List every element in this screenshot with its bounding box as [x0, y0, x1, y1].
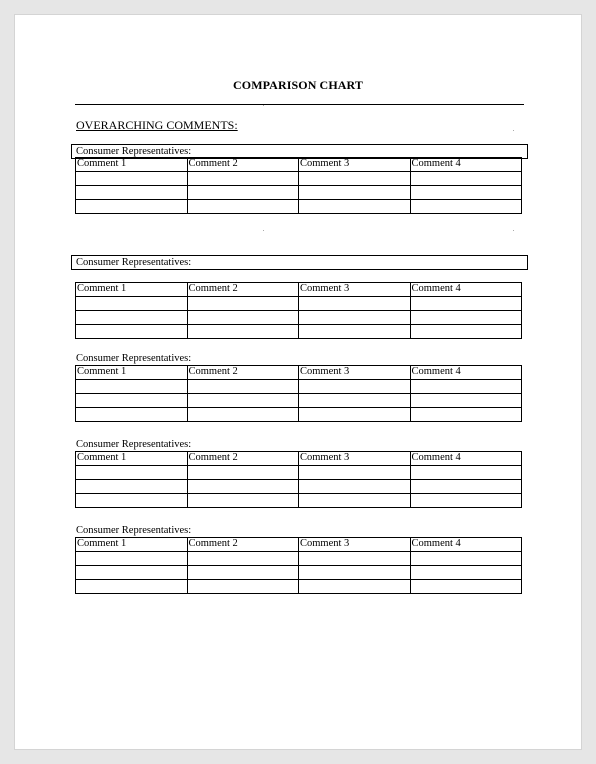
table-row — [76, 380, 522, 394]
section-3-table — [75, 365, 522, 422]
table-header-row — [76, 366, 522, 380]
table-cell[interactable] — [299, 494, 411, 508]
table-cell[interactable] — [76, 580, 188, 594]
column-header: Comment 4 — [410, 366, 522, 380]
table-row — [76, 297, 522, 311]
table-cell[interactable] — [187, 172, 299, 186]
section-2-table — [75, 282, 522, 339]
table-cell[interactable] — [299, 580, 411, 594]
layout-mark — [513, 230, 514, 231]
table-cell[interactable] — [410, 380, 522, 394]
table-row — [76, 480, 522, 494]
column-header: Comment 4 — [410, 452, 522, 466]
table-cell[interactable] — [410, 297, 522, 311]
section-5-table — [75, 537, 522, 594]
table-cell[interactable] — [410, 186, 522, 200]
table-cell[interactable] — [187, 394, 299, 408]
column-header: Comment 1 — [76, 158, 188, 172]
table-cell[interactable] — [410, 580, 522, 594]
column-header: Comment 2 — [187, 538, 299, 552]
table-row — [76, 494, 522, 508]
table-cell[interactable] — [76, 480, 188, 494]
table-cell[interactable] — [187, 297, 299, 311]
table-row — [76, 466, 522, 480]
table-cell[interactable] — [76, 297, 188, 311]
table-cell[interactable] — [299, 480, 411, 494]
document-page — [14, 14, 582, 750]
table-cell[interactable] — [410, 172, 522, 186]
column-header: Comment 4 — [410, 538, 522, 552]
table-cell[interactable] — [76, 566, 188, 580]
section-4-table — [75, 451, 522, 508]
column-header: Comment 4 — [410, 283, 522, 297]
table-cell[interactable] — [76, 172, 188, 186]
table-cell[interactable] — [187, 480, 299, 494]
table-cell[interactable] — [76, 494, 188, 508]
table-row — [76, 186, 522, 200]
column-header: Comment 2 — [187, 283, 299, 297]
table-cell[interactable] — [299, 566, 411, 580]
section-1-label: Consumer Representatives: — [71, 144, 528, 159]
table-cell[interactable] — [299, 380, 411, 394]
table-cell[interactable] — [410, 480, 522, 494]
table-cell[interactable] — [76, 200, 188, 214]
table-cell[interactable] — [410, 494, 522, 508]
table-cell[interactable] — [187, 552, 299, 566]
table-cell[interactable] — [299, 200, 411, 214]
table-cell[interactable] — [299, 172, 411, 186]
table-cell[interactable] — [410, 566, 522, 580]
table-cell[interactable] — [76, 311, 188, 325]
table-cell[interactable] — [299, 552, 411, 566]
section-5-label: Consumer Representatives: — [76, 525, 192, 536]
table-cell[interactable] — [187, 566, 299, 580]
table-cell[interactable] — [187, 494, 299, 508]
section-1-table — [75, 157, 522, 214]
table-header-row — [76, 452, 522, 466]
table-cell[interactable] — [187, 580, 299, 594]
layout-mark — [263, 230, 264, 231]
column-header: Comment 2 — [187, 158, 299, 172]
table-cell[interactable] — [187, 380, 299, 394]
table-cell[interactable] — [410, 408, 522, 422]
table-cell[interactable] — [410, 325, 522, 339]
table-cell[interactable] — [76, 380, 188, 394]
section-4-label: Consumer Representatives: — [76, 439, 192, 450]
table-cell[interactable] — [76, 186, 188, 200]
table-cell[interactable] — [76, 466, 188, 480]
table-cell[interactable] — [187, 466, 299, 480]
table-cell[interactable] — [410, 466, 522, 480]
table-row — [76, 580, 522, 594]
column-header: Comment 3 — [299, 158, 411, 172]
document-title: COMPARISON CHART — [233, 78, 363, 92]
column-header: Comment 2 — [187, 452, 299, 466]
table-cell[interactable] — [187, 186, 299, 200]
table-cell[interactable] — [187, 311, 299, 325]
table-row — [76, 172, 522, 186]
table-cell[interactable] — [299, 186, 411, 200]
overarching-comments-heading: OVERARCHING COMMENTS: — [76, 118, 238, 132]
table-cell[interactable] — [299, 311, 411, 325]
column-header: Comment 2 — [187, 366, 299, 380]
table-cell[interactable] — [410, 552, 522, 566]
table-row — [76, 552, 522, 566]
table-row — [76, 325, 522, 339]
layout-mark — [513, 130, 514, 131]
column-header: Comment 1 — [76, 452, 188, 466]
table-row — [76, 408, 522, 422]
table-cell[interactable] — [410, 200, 522, 214]
table-cell[interactable] — [299, 394, 411, 408]
table-cell[interactable] — [299, 408, 411, 422]
table-cell[interactable] — [410, 311, 522, 325]
table-cell[interactable] — [187, 325, 299, 339]
table-row — [76, 394, 522, 408]
table-row — [76, 311, 522, 325]
table-cell[interactable] — [187, 408, 299, 422]
column-header: Comment 1 — [76, 366, 188, 380]
table-header-row — [76, 158, 522, 172]
table-cell[interactable] — [187, 200, 299, 214]
table-cell[interactable] — [299, 325, 411, 339]
column-header: Comment 3 — [299, 538, 411, 552]
table-row — [76, 200, 522, 214]
table-cell[interactable] — [76, 552, 188, 566]
table-header-row — [76, 538, 522, 552]
column-header: Comment 3 — [299, 366, 411, 380]
table-cell[interactable] — [76, 325, 188, 339]
table-cell[interactable] — [299, 297, 411, 311]
column-header: Comment 3 — [299, 452, 411, 466]
layout-mark — [263, 105, 264, 106]
title-divider — [75, 104, 524, 105]
column-header: Comment 1 — [76, 538, 188, 552]
column-header: Comment 3 — [299, 283, 411, 297]
column-header: Comment 1 — [76, 283, 188, 297]
table-cell[interactable] — [76, 394, 188, 408]
table-cell[interactable] — [410, 394, 522, 408]
column-header: Comment 4 — [410, 158, 522, 172]
section-3-label: Consumer Representatives: — [76, 353, 192, 364]
section-2-label: Consumer Representatives: — [71, 255, 528, 270]
table-row — [76, 566, 522, 580]
table-header-row — [76, 283, 522, 297]
table-cell[interactable] — [299, 466, 411, 480]
table-cell[interactable] — [76, 408, 188, 422]
